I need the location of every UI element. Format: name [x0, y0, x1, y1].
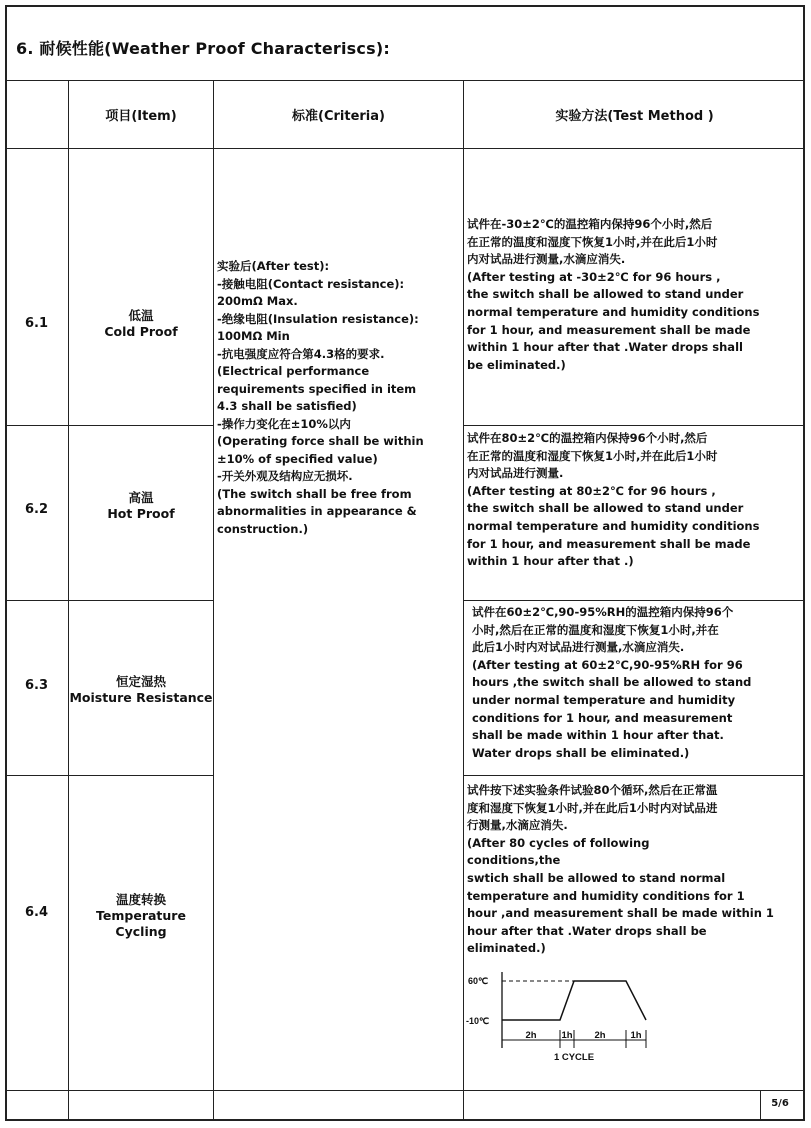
criteria-line: -抗电强度应符合第4.3格的要求. [217, 346, 385, 361]
method-line: normal temperature and humidity conditions [467, 304, 760, 319]
criteria-line: (Electrical performance [217, 364, 370, 378]
criteria-line: requirements specified in item [217, 381, 417, 396]
graph-segment-label: 1h [630, 1030, 642, 1041]
method-line: hours ,the switch shall be allowed to stand [472, 675, 752, 690]
method-line: hour after that .Water drops shall be [467, 923, 707, 938]
method-line: Water drops shall be eliminated.) [472, 745, 690, 760]
criteria-line: construction.) [217, 521, 309, 536]
method-line: normal temperature and humidity conditions [467, 518, 760, 533]
rule-row-6-2-method [463, 600, 805, 601]
rule-below-header [5, 148, 805, 149]
criteria-line: -接触电阻(Contact resistance): [217, 276, 405, 291]
graph-segment-label: 2h [594, 1030, 606, 1041]
item-name [69, 490, 213, 522]
method-line: 度和湿度下恢复1小时,并在此后1小时内对试品进 [467, 800, 718, 815]
temperature-cycle-graph [466, 968, 666, 1066]
method-line: swtich shall be allowed to stand normal [467, 870, 726, 885]
criteria-line: (Operating force shall be within [217, 434, 424, 448]
criteria-line: -开关外观及结构应无损坏. [217, 469, 353, 483]
criteria-line: -操作力变化在±10%以内 [217, 416, 351, 431]
col-rule-2 [213, 80, 214, 1121]
method-line: (After testing at -30±2℃ for 96 hours , [467, 269, 721, 284]
method-line: (After 80 cycles of following [467, 835, 650, 850]
method-line: 行测量,水滴应消失. [467, 818, 568, 833]
header-method: 实验方法(Test Method ) [555, 108, 714, 124]
item-name-en: Cold Proof [104, 324, 178, 339]
col-rule-1 [68, 80, 69, 1121]
method-text [472, 604, 751, 762]
method-line: (After testing at 60±2℃,90-95%RH for 96 [472, 657, 743, 672]
method-line: 此后1小时内对试品进行测量,水滴应消失. [472, 640, 685, 655]
graph-low-label: -10℃ [466, 1016, 490, 1026]
method-line: 内对试品进行测量,水滴应消失. [467, 252, 626, 267]
method-line: 试件在-30±2℃的温控箱内保持96个小时,然后 [467, 217, 713, 231]
method-line: under normal temperature and humidity [472, 692, 736, 707]
item-name-en: Moisture Resistance [69, 690, 213, 705]
item-name [69, 892, 213, 940]
method-line: temperature and humidity conditions for 1 [467, 888, 745, 903]
criteria-line: ±10% of specified value) [217, 451, 378, 466]
row-number: 6.3 [24, 678, 49, 693]
method-line: 试件按下述实验条件试验80个循环,然后在正常温 [467, 783, 718, 797]
method-text [467, 782, 774, 958]
rule-row-6-2 [5, 600, 213, 601]
item-name-cn: 低温 [128, 308, 154, 323]
method-line: the switch shall be allowed to stand under [467, 501, 744, 516]
method-line: 内对试品进行测量. [467, 466, 564, 481]
method-line: conditions,the [467, 853, 561, 868]
header-criteria: 标准(Criteria) [292, 108, 385, 124]
row-number: 6.2 [24, 502, 49, 517]
method-line: shall be made within 1 hour after that. [472, 728, 724, 743]
graph-high-label: 60℃ [468, 976, 489, 986]
rule-row-6-3 [5, 775, 213, 776]
method-text [467, 430, 759, 571]
method-line: conditions for 1 hour, and measurement [472, 710, 733, 725]
method-line: within 1 hour after that .) [467, 554, 634, 569]
rule-row-6-1-method [463, 425, 805, 426]
method-line: within 1 hour after that .Water drops shall [467, 340, 743, 355]
method-line: for 1 hour, and measurement shall be made [467, 322, 751, 337]
method-line: 在正常的温度和湿度下恢复1小时,并在此后1小时 [467, 234, 718, 249]
graph-segment-label: 2h [525, 1030, 537, 1041]
item-name-cn: 温度转换 [115, 892, 166, 907]
criteria-text [217, 258, 461, 538]
criteria-line: -绝缘电阻(Insulation resistance): [217, 311, 419, 326]
method-line: the switch shall be allowed to stand under [467, 287, 744, 302]
graph-segment-label: 1h [561, 1030, 573, 1041]
page-number: 5/6 [771, 1097, 789, 1109]
item-name [69, 674, 213, 706]
header-item: 项目(Item) [105, 108, 177, 124]
method-line: (After testing at 80±2℃ for 96 hours , [467, 483, 716, 498]
item-name-cn: 恒定湿热 [115, 674, 166, 689]
method-line: for 1 hour, and measurement shall be made [467, 536, 751, 551]
method-line: 小时,然后在正常的温度和湿度下恢复1小时,并在 [472, 622, 719, 637]
col-rule-3 [463, 80, 464, 1121]
row-number: 6.1 [24, 316, 49, 331]
item-name-cn: 高温 [128, 490, 154, 505]
row-number: 6.4 [24, 905, 49, 920]
method-line: be eliminated.) [467, 357, 566, 372]
item-name-en: Temperature Cycling [96, 908, 186, 939]
method-line: 试件在60±2℃,90-95%RH的温控箱内保持96个 [472, 605, 734, 619]
method-line: eliminated.) [467, 941, 546, 956]
criteria-line: abnormalities in appearance & [217, 504, 417, 518]
rule-row-6-1 [5, 425, 213, 426]
method-line: 试件在80±2℃的温控箱内保持96个小时,然后 [467, 431, 708, 445]
method-text [467, 216, 759, 374]
section-title: 6. 耐候性能(Weather Proof Characteriscs): [16, 39, 390, 58]
criteria-line: 100MΩ Min [217, 329, 290, 343]
criteria-line: 实验后(After test): [217, 259, 330, 273]
criteria-line: (The switch shall be free from [217, 486, 412, 501]
graph-cycle-label: 1 CYCLE [553, 1052, 595, 1063]
rule-row-6-3-method [463, 775, 805, 776]
criteria-line: 200mΩ Max. [217, 294, 298, 308]
item-name-en: Hot Proof [107, 506, 175, 521]
method-line: hour ,and measurement shall be made within 1 [467, 906, 774, 921]
graph-cycle-profile [502, 981, 646, 1020]
method-line: 在正常的温度和湿度下恢复1小时,并在此后1小时 [467, 448, 718, 463]
item-name [69, 308, 213, 340]
rule-row-6-4 [5, 1090, 805, 1091]
criteria-line: 4.3 shall be satisfied) [217, 399, 357, 413]
